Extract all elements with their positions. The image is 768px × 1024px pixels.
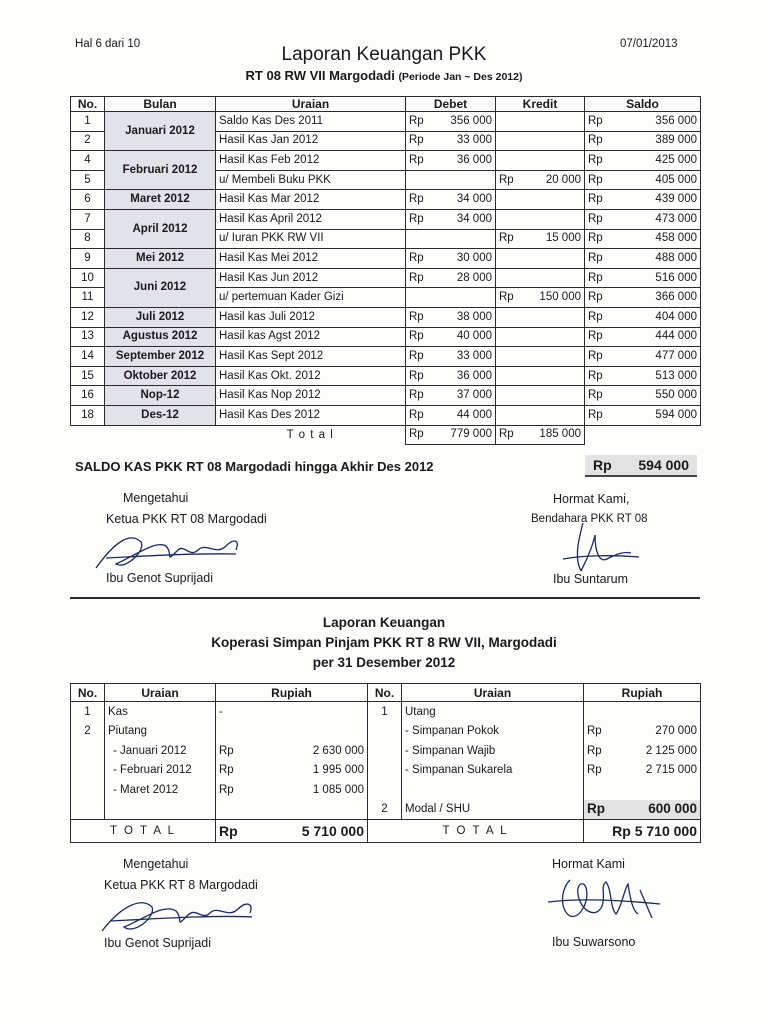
saldo-value: 594 000 [638, 457, 689, 473]
saldo-label: SALDO KAS PKK RT 08 Margodadi hingga Akhir Des 2012 [75, 459, 434, 474]
ledger-row [71, 327, 701, 347]
ledger-uraian: u/ Iuran PKK RW VII [216, 229, 406, 249]
ledger-debet: Rp 356 000 [406, 112, 496, 132]
ledger-no: 10 [71, 268, 105, 288]
ledger-saldo: Rp 366 000 [585, 288, 701, 308]
modal-value: Rp 600 000 [584, 800, 701, 820]
ledger-saldo: Rp 516 000 [585, 268, 701, 288]
signature-bendahara-2 [540, 860, 670, 932]
ledger-total-row [71, 425, 701, 445]
total-right-label: T O T A L [368, 820, 584, 843]
col-kredit: Kredit [496, 97, 585, 112]
ledger-body [71, 112, 701, 426]
ledger-kredit: Rp 15 000 [496, 229, 585, 249]
ledger-uraian: Hasil Kas Mar 2012 [216, 190, 406, 210]
report-subtitle [0, 68, 768, 83]
sign2-left-title: Mengetahui [123, 857, 189, 871]
sign2-left-name: Ibu Genot Suprijadi [104, 936, 212, 950]
ledger-no: 12 [71, 307, 105, 327]
col-uraian: Uraian [216, 97, 406, 112]
ledger-kredit [496, 209, 585, 229]
ledger-month: Maret 2012 [105, 190, 216, 210]
balance-row: - Februari 2012 Rp 1 995 000 - Simpanan Sukarela Rp 2 715 000 [71, 761, 701, 781]
saldo-rp: Rp [593, 457, 612, 473]
ledger-debet: Rp 33 000 [406, 347, 496, 367]
ledger-debet: Rp 37 000 [406, 386, 496, 406]
ledger-month: Oktober 2012 [105, 366, 216, 386]
balance-row: 1 Kas - 1 Utang [71, 702, 701, 722]
ledger-month: Des-12 [105, 405, 216, 425]
total-label: T o t a l [286, 428, 334, 441]
ledger-saldo: Rp 404 000 [585, 307, 701, 327]
ledger-kredit: Rp 20 000 [496, 170, 585, 190]
report2-date: per 31 Desember 2012 [312, 655, 456, 670]
ledger-debet: Rp 34 000 [406, 190, 496, 210]
section-divider [70, 597, 700, 599]
sign1-left-title: Mengetahui [123, 491, 189, 505]
ledger-uraian: u/ pertemuan Kader Gizi [216, 288, 406, 308]
ledger-row [71, 307, 701, 327]
ledger-saldo: Rp 473 000 [585, 209, 701, 229]
ledger-saldo: Rp 356 000 [585, 112, 701, 132]
ledger-uraian: Hasil Kas Okt. 2012 [216, 366, 406, 386]
report2-title: Laporan Keuangan [322, 615, 446, 630]
sign1-right-name: Ibu Suntarum [553, 572, 629, 586]
ledger-kredit [496, 151, 585, 171]
sign2-left-role: Ketua PKK RT 8 Margodadi [104, 878, 258, 892]
page-number: Hal 6 dari 10 [75, 38, 141, 50]
ledger-row [71, 190, 701, 210]
col2-uraian-right: Uraian [402, 684, 584, 702]
ledger-uraian: Hasil Kas Sept 2012 [216, 347, 406, 367]
balance-sheet-table [70, 683, 701, 843]
col2-uraian-left: Uraian [105, 684, 216, 702]
total-debet: Rp 779 000 [406, 425, 496, 445]
balance-row: - Maret 2012 Rp 1 085 000 [71, 780, 701, 800]
ledger-uraian: Saldo Kas Des 2011 [216, 112, 406, 132]
ledger-saldo: Rp 389 000 [585, 131, 701, 151]
sign1-right-title: Hormat Kami, [553, 492, 630, 506]
sign1-left-role: Ketua PKK RT 08 Margodadi [106, 512, 267, 526]
ledger-debet: Rp 36 000 [406, 366, 496, 386]
report2-subtitle: Koperasi Simpan Pinjam PKK RT 8 RW VII, Margodadi [211, 635, 557, 650]
ledger-row [71, 347, 701, 367]
ledger-row [71, 405, 701, 425]
ledger-uraian: Hasil Kas Jan 2012 [216, 131, 406, 151]
ledger-uraian: Hasil kas Agst 2012 [216, 327, 406, 347]
ledger-uraian: u/ Membeli Buku PKK [216, 170, 406, 190]
ledger-month: Juni 2012 [105, 268, 216, 307]
ledger-no: 6 [71, 190, 105, 210]
col2-rupiah-left: Rupiah [216, 684, 368, 702]
ledger-debet: Rp 34 000 [406, 209, 496, 229]
col-saldo: Saldo [585, 97, 701, 112]
col-no: No. [71, 97, 105, 112]
ledger-debet [406, 288, 496, 308]
col2-no-right: No. [368, 684, 402, 702]
ledger-saldo: Rp 594 000 [585, 405, 701, 425]
ledger-saldo: Rp 488 000 [585, 249, 701, 269]
col2-no-left: No. [71, 684, 105, 702]
ledger-row [71, 151, 701, 171]
sign2-right-title: Hormat Kami [552, 857, 625, 871]
ledger-month: Agustus 2012 [105, 327, 216, 347]
ledger-month: Nop-12 [105, 386, 216, 406]
total-kredit: Rp 185 000 [496, 425, 585, 445]
ledger-kredit [496, 405, 585, 425]
ledger-uraian: Hasil Kas Des 2012 [216, 405, 406, 425]
ledger-kredit [496, 131, 585, 151]
total-left-value: Rp 5 710 000 [216, 820, 368, 843]
col-bulan: Bulan [105, 97, 216, 112]
ledger-kredit [496, 386, 585, 406]
balance-row: 2 Piutang - Simpanan Pokok Rp 270 000 [71, 722, 701, 742]
col2-rupiah-right: Rupiah [584, 684, 701, 702]
ledger-header-row [71, 97, 701, 112]
saldo-value-box [585, 455, 697, 477]
total-left-label: T O T A L [71, 820, 216, 843]
ledger-kredit [496, 327, 585, 347]
ledger-no: 4 [71, 151, 105, 171]
ledger-row [71, 112, 701, 132]
ledger-kredit: Rp 150 000 [496, 288, 585, 308]
ledger-no: 7 [71, 209, 105, 229]
ledger-no: 5 [71, 170, 105, 190]
ledger-saldo: Rp 425 000 [585, 151, 701, 171]
ledger-kredit [496, 190, 585, 210]
ledger-kredit [496, 268, 585, 288]
report-title: Laporan Keuangan PKK [281, 44, 487, 65]
ledger-kredit [496, 347, 585, 367]
sign2-right-name: Ibu Suwarsono [552, 935, 636, 949]
report-date: 07/01/2013 [620, 38, 678, 50]
ledger-no: 13 [71, 327, 105, 347]
ledger-kredit [496, 249, 585, 269]
cash-ledger-table [70, 96, 701, 445]
ledger-kredit [496, 366, 585, 386]
ledger-no: 8 [71, 229, 105, 249]
ledger-debet: Rp 38 000 [406, 307, 496, 327]
ledger-no: 2 [71, 131, 105, 151]
ledger-debet [406, 229, 496, 249]
ledger-debet: Rp 33 000 [406, 131, 496, 151]
ledger-row [71, 366, 701, 386]
ledger-kredit [496, 112, 585, 132]
balance-total-row [71, 820, 701, 843]
ledger-no: 18 [71, 405, 105, 425]
ledger-uraian: Hasil Kas Feb 2012 [216, 151, 406, 171]
subtitle-main: RT 08 RW VII Margodadi [245, 68, 395, 83]
ledger-month: September 2012 [105, 347, 216, 367]
ledger-saldo: Rp 444 000 [585, 327, 701, 347]
ledger-saldo: Rp 513 000 [585, 366, 701, 386]
ledger-no: 15 [71, 366, 105, 386]
ledger-no: 1 [71, 112, 105, 132]
ledger-uraian: Hasil Kas Jun 2012 [216, 268, 406, 288]
ledger-month: Juli 2012 [105, 307, 216, 327]
balance-header-row [71, 684, 701, 702]
ledger-debet: Rp 36 000 [406, 151, 496, 171]
ledger-row [71, 249, 701, 269]
sign1-right-role: Bendahara PKK RT 08 [531, 513, 648, 525]
ledger-row [71, 268, 701, 288]
ledger-uraian: Hasil Kas Mei 2012 [216, 249, 406, 269]
ledger-saldo: Rp 439 000 [585, 190, 701, 210]
ledger-row [71, 209, 701, 229]
ledger-uraian: Hasil Kas Nop 2012 [216, 386, 406, 406]
ledger-month: April 2012 [105, 209, 216, 248]
ledger-month: Februari 2012 [105, 151, 216, 190]
ledger-saldo: Rp 405 000 [585, 170, 701, 190]
col-debet: Debet [406, 97, 496, 112]
ledger-row [71, 386, 701, 406]
ledger-debet [406, 170, 496, 190]
ledger-saldo: Rp 458 000 [585, 229, 701, 249]
sign1-left-name: Ibu Genot Suprijadi [106, 571, 214, 585]
ledger-debet: Rp 28 000 [406, 268, 496, 288]
subtitle-period: (Periode Jan ~ Des 2012) [398, 71, 523, 83]
ledger-saldo: Rp 477 000 [585, 347, 701, 367]
ledger-kredit [496, 307, 585, 327]
ledger-month: Januari 2012 [105, 112, 216, 151]
ledger-no: 16 [71, 386, 105, 406]
balance-row: 2 Modal / SHU Rp 600 000 [71, 800, 701, 820]
total-right-value: Rp 5 710 000 [584, 820, 701, 843]
signature-bendahara-1 [555, 515, 645, 577]
balance-row: - Januari 2012 Rp 2 630 000 - Simpanan Wajib Rp 2 125 000 [71, 741, 701, 761]
ledger-debet: Rp 44 000 [406, 405, 496, 425]
ledger-uraian: Hasil kas Juli 2012 [216, 307, 406, 327]
ledger-month: Mei 2012 [105, 249, 216, 269]
ledger-uraian: Hasil Kas April 2012 [216, 209, 406, 229]
ledger-no: 14 [71, 347, 105, 367]
ledger-no: 9 [71, 249, 105, 269]
ledger-debet: Rp 40 000 [406, 327, 496, 347]
ledger-debet: Rp 30 000 [406, 249, 496, 269]
ledger-no: 11 [71, 288, 105, 308]
ledger-saldo: Rp 550 000 [585, 386, 701, 406]
